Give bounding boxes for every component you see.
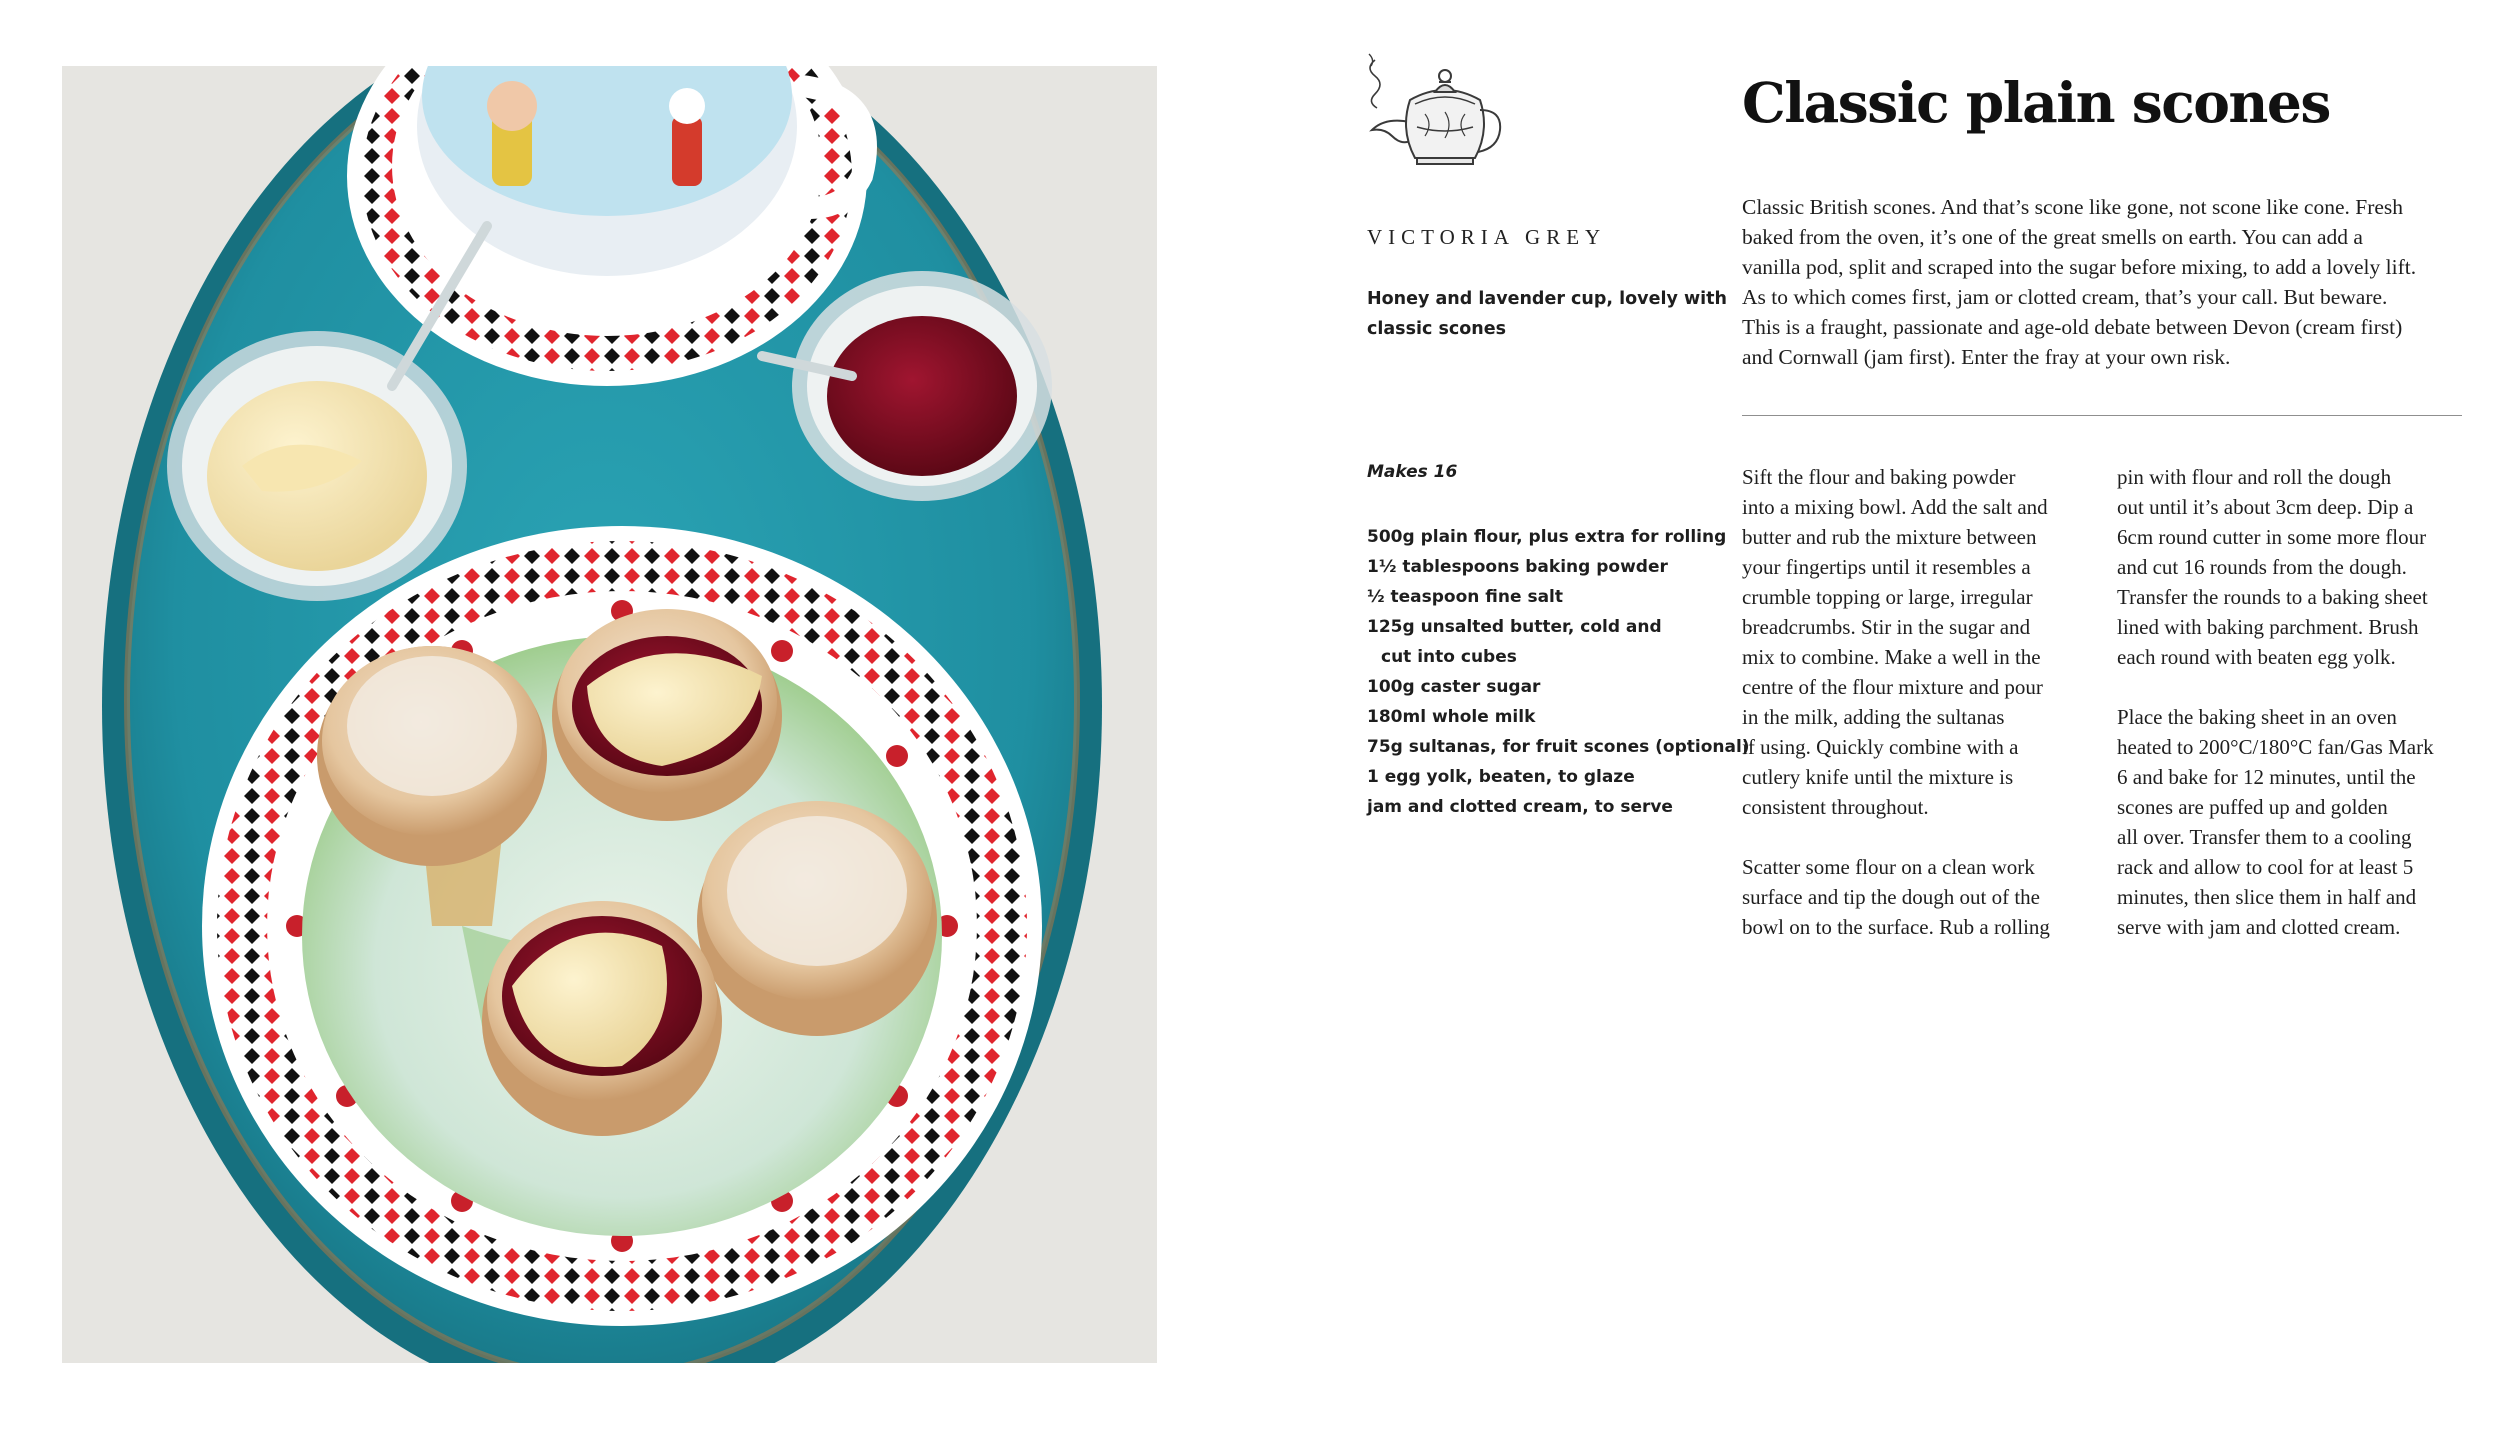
method-paragraph	[2117, 702, 2457, 942]
ingredient-item: 180ml whole milk	[1367, 707, 1536, 727]
method-paragraph	[1742, 852, 2082, 942]
method-line: Scatter some flour on a clean work	[1742, 855, 2035, 879]
method-line: each round with beaten egg yolk.	[2117, 645, 2396, 669]
section-divider	[1742, 415, 2462, 416]
teapot-icon	[1355, 52, 1515, 182]
method-line: 6 and bake for 12 minutes, until the	[2117, 765, 2416, 789]
method-line: all over. Transfer them to a cooling	[2117, 825, 2412, 849]
method-line: scones are puffed up and golden	[2117, 795, 2388, 819]
method-line: crumble topping or large, irregular	[1742, 585, 2033, 609]
ingredient-item: cut into cubes	[1381, 647, 1517, 667]
method-line: into a mixing bowl. Add the salt and	[1742, 495, 2048, 519]
method-line: out until it’s about 3cm deep. Dip a	[2117, 495, 2414, 519]
method-line: mix to combine. Make a well in the	[1742, 645, 2041, 669]
intro-line: vanilla pod, split and scraped into the sugar before mixing, to add a lovely lift.	[1742, 255, 2417, 279]
ingredient-item: 100g caster sugar	[1367, 677, 1541, 697]
method-line: in the milk, adding the sultanas	[1742, 705, 2005, 729]
intro-line: and Cornwall (jam first). Enter the fray at your own risk.	[1742, 345, 2231, 369]
method-line: minutes, then slice them in half and	[2117, 885, 2417, 909]
method-line: breadcrumbs. Stir in the sugar and	[1742, 615, 2031, 639]
method-line: 6cm round cutter in some more flour	[2117, 525, 2427, 549]
method-line: centre of the flour mixture and pour	[1742, 675, 2043, 699]
method-line: heated to 200°C/180°C fan/Gas Mark	[2117, 735, 2434, 759]
ingredient-item: 125g unsalted butter, cold and	[1367, 617, 1662, 637]
recipe-intro	[1742, 192, 2462, 372]
pairing-line: classic scones	[1367, 319, 1507, 339]
ingredient-item: 500g plain flour, plus extra for rolling	[1367, 527, 1727, 547]
method-paragraph	[1742, 462, 2082, 822]
ingredient-item: 75g sultanas, for fruit scones (optional)	[1367, 737, 1750, 757]
method-line: cutlery knife until the mixture is	[1742, 765, 2014, 789]
yield-label: Makes 16	[1367, 462, 1458, 482]
method-line: Sift the flour and baking powder	[1742, 465, 2016, 489]
intro-line: This is a fraught, passionate and age-old debate between Devon (cream first)	[1742, 315, 2403, 339]
ingredient-item: 1 egg yolk, beaten, to glaze	[1367, 767, 1635, 787]
pairing-line: Honey and lavender cup, lovely with	[1367, 289, 1727, 309]
ingredient-item: jam and clotted cream, to serve	[1367, 797, 1673, 817]
author-name: VICTORIA GREY	[1367, 225, 1607, 249]
ingredients-list	[1367, 522, 1750, 822]
intro-line: Classic British scones. And that’s scone like gone, not scone like cone. Fresh	[1742, 195, 2404, 219]
ingredient-item: ½ teaspoon fine salt	[1367, 587, 1564, 607]
method-column-1	[1742, 462, 2082, 942]
method-line: pin with flour and roll the dough	[2117, 465, 2392, 489]
recipe-title: Classic plain scones	[1742, 70, 2330, 135]
method-line: rack and allow to cool for at least 5	[2117, 855, 2414, 879]
method-paragraph	[2117, 462, 2457, 672]
method-line: and cut 16 rounds from the dough.	[2117, 555, 2407, 579]
scones-photo-illustration	[62, 66, 1157, 1363]
intro-line: As to which comes first, jam or clotted cream, that’s your call. But beware.	[1742, 285, 2388, 309]
scones-photo	[62, 66, 1157, 1363]
method-line: lined with baking parchment. Brush	[2117, 615, 2419, 639]
method-line: bowl on to the surface. Rub a rolling	[1742, 915, 2050, 939]
method-column-2	[2117, 462, 2457, 942]
method-line: serve with jam and clotted cream.	[2117, 915, 2401, 939]
method-line: surface and tip the dough out of the	[1742, 885, 2040, 909]
ingredient-item: 1½ tablespoons baking powder	[1367, 557, 1668, 577]
method-line: consistent throughout.	[1742, 795, 1929, 819]
method-line: butter and rub the mixture between	[1742, 525, 2037, 549]
intro-line: baked from the oven, it’s one of the great smells on earth. You can add a	[1742, 225, 2363, 249]
method-line: if using. Quickly combine with a	[1742, 735, 2019, 759]
method-line: Transfer the rounds to a baking sheet	[2117, 585, 2428, 609]
method-line: Place the baking sheet in an oven	[2117, 705, 2397, 729]
method-line: your fingertips until it resembles a	[1742, 555, 2031, 579]
tea-pairing-note	[1367, 284, 1727, 344]
